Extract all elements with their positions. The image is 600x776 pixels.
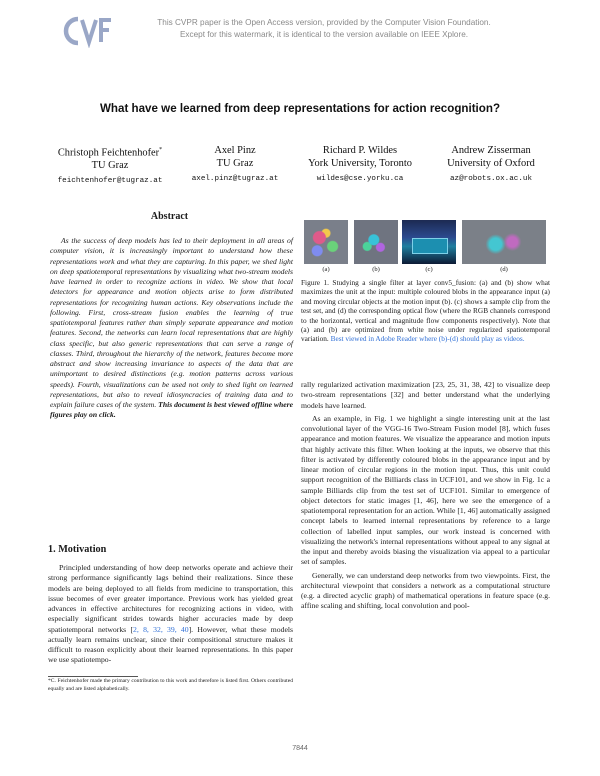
figure-1-caption — [301, 278, 550, 344]
watermark-line-1: This CVPR paper is the Open Access version, provided by the Computer Vision Foundation. — [157, 18, 491, 27]
caption-viewer-link[interactable]: Best viewed in Adobe Reader where (b)-(d) should play as videos. — [330, 334, 525, 344]
abstract-text: As the success of deep models has led to their deployment in all areas of computer vision, it is increasingly important to understand how these representations work and what they are capturing. In this paper, we shed light on deep spatiotemporal representations by visualizing what two-stream models have learned in order to recognize actions in video. We show that local detectors for appearance and motion objects arise to form distributed representations for recognizing human actions. Key observations include the following. First, cross-stream fusion enables the learning of true spatiotemporal features rather than simply separate appearance and motion features. Second, the networks can learn local representations that are highly class specific, but also generic representations that can serve a range of classes. Third, throughout the hierarchy of the network, features become more abstract and show increasing invariance to aspects of the data that are unimportant to desired distinctions (e.g. motion patterns across various speeds). Fourth, visualizations can be used not only to shed light on learned representations, but also to reveal idiosyncracies of training data and to explain failure cases of the system. — [50, 236, 293, 409]
author-block-1 — [48, 144, 172, 188]
figure-panel-a-image[interactable] — [304, 220, 348, 264]
author-email[interactable]: az@robots.ox.ac.uk — [449, 175, 533, 183]
motivation-text: Principled understanding of how deep networks operate and achieve their strong performance significantly lags behind their realizations. Since these models are being deployed to all fields from medicine to transportation, this issue becomes of ever greater importance. Previous work has yielded great advances in effective architectures for recognizing actions in video, with especially significant strides towards higher accuracies made by deep spatiotemporal networks [ — [48, 563, 293, 634]
author-affiliation: York University, Toronto — [308, 158, 412, 169]
figure-label-b: (b) — [372, 266, 380, 273]
author-email[interactable]: axel.pinz@tugraz.at — [191, 175, 279, 183]
author-name: Andrew Zisserman — [451, 145, 531, 156]
abstract-heading: Abstract — [150, 211, 189, 222]
right-column-text — [301, 380, 550, 612]
author-name: Axel Pinz — [214, 145, 256, 156]
page-number: 7844 — [292, 745, 308, 752]
author-email[interactable]: feichtenhofer@tugraz.at — [57, 177, 163, 186]
author-affiliation: University of Oxford — [447, 158, 535, 169]
figure-panel-c-image[interactable] — [402, 220, 456, 264]
footnote-rule — [48, 676, 138, 677]
author-name: Richard P. Wildes — [322, 145, 398, 156]
author-name: Christoph Feichtenhofer — [57, 147, 160, 159]
motivation-text-tail: ]. However, what these models actually learn remains unclear, since their compositional structure makes it difficult to reason explicitly about their learned representations. In this paper we use spatiotempo- — [48, 624, 294, 665]
footnote: *C. Feichtenhofer made the primary contribution to this work and therefore is listed first. Others contributed equally and are listed alphabetically. — [48, 678, 293, 692]
open-access-watermark — [124, 17, 524, 40]
author-block-2 — [176, 144, 294, 186]
billiards-table-shape — [412, 238, 448, 254]
caption-text: Figure 1. Studying a single filter at layer conv5_fusion: (a) and (b) show what maximizes the unit at the input: multiple coloured blobs in the appearance input (a) and moving circular objects at the motion input (b). (c) shows a sample clip from the test set, and (d) the corresponding optical flow (where the RGB channels correspond to the horizontal, vertical and magnitude flow components respectively). Note that (a) and (b) are optimized from white noise under regularized spatiotemporal variation. — [301, 278, 550, 344]
author-affiliation: TU Graz — [91, 160, 129, 172]
paragraph-example: As an example, in Fig. 1 we highlight a single interesting unit at the last convolutional layer of the VGG-16 Two-Stream Fusion model [8], which fuses appearance and motion features. We visualize the appearance and motion inputs that highly activate this filter. When looking at the inputs, we observe that this filter is activated by differently coloured blobs in the appearance input and by linear motion of circular regions in the motion input. Thus, this unit could support recognition of the Billiards class in UCF101, and we show in Fig. 1c a sample Billiards clip from the test set of UCF101. Similar to emergence of object detectors for static images [1, 46], here we see the emergence of a spatiotemporal representation for an action. While [1, 46] automatically assigned concept labels to learned internal representations by reference to a large collection of labelled input samples, our work instead is concerned with visualizing the network's internal representations without appeal to any signal at the input and thereby avoids biasing the visualization via appeal to a particular set of samples. — [301, 413, 550, 567]
citation-links[interactable]: 2, 8, 32, 39, 40 — [133, 624, 189, 634]
figure-label-d: (d) — [500, 266, 508, 273]
author-block-3 — [296, 144, 424, 186]
author-block-4 — [426, 144, 556, 186]
watermark-line-2: Except for this watermark, it is identical to the version available on IEEE Xplore. — [179, 29, 469, 39]
abstract-body — [50, 236, 293, 421]
paragraph-viewpoints: Generally, we can understand deep networks from two viewpoints. First, the architectural viewpoint that considers a network as a computational structure (e.g. a directed acyclic graph) of mathematical operations in feature space (e.g. affine scaling and shifting, local convolution and pool- — [301, 570, 550, 611]
cvf-logo — [62, 14, 112, 48]
figure-label-a: (a) — [322, 266, 330, 273]
author-footnote-mark: * — [159, 147, 163, 153]
figure-label-c: (c) — [425, 266, 433, 273]
author-affiliation: TU Graz — [216, 158, 254, 169]
motivation-paragraph — [48, 563, 293, 666]
author-email[interactable]: wildes@cse.yorku.ca — [316, 175, 404, 183]
figure-panel-b-image[interactable] — [354, 220, 398, 264]
figure-panel-d-image[interactable] — [462, 220, 546, 264]
section-heading-motivation: 1. Motivation — [48, 544, 107, 555]
abstract-offline-note: This document is best viewed offline where figures play on click. — [50, 400, 294, 420]
paragraph-continuation: rally regularized activation maximization [23, 25, 31, 38, 42] to visualize deep two-stream representations [32] and better understand what the underlying models have learned. — [301, 380, 550, 410]
paper-title: What have we learned from deep representations for action recognition? — [99, 102, 501, 115]
